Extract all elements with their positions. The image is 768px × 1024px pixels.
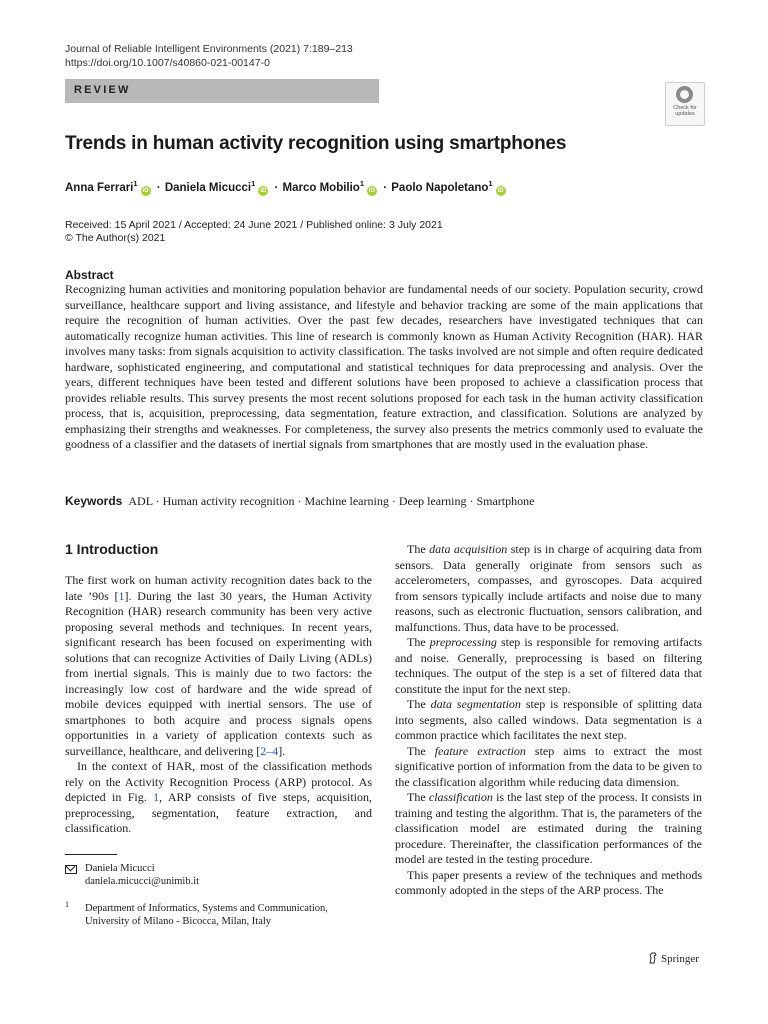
author-name: Marco Mobilio bbox=[282, 181, 360, 194]
article-type-label: REVIEW bbox=[74, 84, 131, 96]
keywords-label: Keywords bbox=[65, 494, 123, 508]
article-type-bar bbox=[65, 79, 379, 103]
publisher-logo bbox=[648, 952, 699, 965]
copyright-notice: © The Author(s) 2021 bbox=[65, 232, 166, 244]
corresponding-author-email[interactable]: daniela.micucci@unimib.it bbox=[85, 876, 200, 887]
citation-link[interactable]: 2–4 bbox=[260, 743, 279, 758]
intro-paragraph: The feature extraction step aims to extract the most significative portion of information from the data to be given to the classification algorithm while reducing data dimension. bbox=[395, 743, 703, 789]
author-name: Daniela Micucci bbox=[164, 181, 252, 194]
keywords-line bbox=[65, 494, 534, 509]
citation-link[interactable]: 1 bbox=[118, 588, 125, 603]
author-separator: · bbox=[274, 181, 279, 194]
publication-dates: Received: 15 April 2021 / Accepted: 24 June 2021 / Published online: 3 July 2021 bbox=[65, 219, 443, 231]
left-column bbox=[65, 573, 372, 837]
intro-paragraph: The data acquisition step is in charge of acquiring data from sensors. Data generally originate from sensors such as accelerometers, compasses, and gyroscopes. Data acquired from sensors typically include artifacts and noise due to many reasons, such as electronic fluctuation, sensors calibration, and malfunctions. Thus, data have to be processed. bbox=[395, 542, 703, 634]
intro-paragraph: This paper presents a review of the techniques and methods commonly adopted in the steps of the ARP process. The bbox=[395, 867, 702, 897]
intro-paragraph: The classification is the last step of the process. It consists in training and testing the algorithm. That is, the parameters of the classification model are estimated during the training procedure. Thereinafter, the classification performances of the model are tested in the testing procedure. bbox=[395, 790, 702, 866]
author-affiliation-mark: 1 bbox=[488, 179, 493, 188]
author-affiliation-mark: 1 bbox=[133, 179, 138, 188]
intro-paragraph: The data segmentation step is responsible of splitting data into segments, also called windows. Data segmentation is a common practice which facilitates the next step. bbox=[395, 697, 703, 742]
orcid-icon[interactable]: iD bbox=[142, 187, 149, 194]
right-column bbox=[395, 542, 702, 899]
author-affiliation-mark: 1 bbox=[359, 179, 365, 188]
author-name: Anna Ferrari bbox=[65, 181, 134, 194]
intro-paragraph: The first work on human activity recognition dates back to the late ’90s [1]. During the last 30 years, the Human Activity Recognition (HAR) research community has been very active proposing several methods and techniques. In recent years, significant research has been focused on experimenting with solutions that can recognize Activities of Daily Living (ADLs) from inertial signals. This is mainly due to two factors: the increasingly low cost of hardware and the wide spread of mobile devices equipped with inertial sensors. The use of smartphones to both acquire and process signals opens opportunities in a variety of application contexts such as surveillance, healthcare, and delivering [2–4]. bbox=[65, 573, 372, 758]
author-name: Paolo Napoletano bbox=[391, 181, 489, 194]
author-separator: · bbox=[156, 181, 161, 194]
abstract-text: Recognizing human activities and monitoring population behavior are fundamental needs of our society. Population security, crowd surveillance, healthcare support and living assistance, and lifestyle and behavior tracking are some of the main applications that require the recognition of human activities. Over the past few decades, researchers have investigated techniques that can automatically recognize human activities. This line of research is commonly known as Human Activity Recognition (HAR). HAR involves many tasks: from signals acquisition to activity classification. The tasks involved are not simple and often require dedicated hardware, sophisticated engineering, and computational and statistical techniques for data preprocessing and analysis. Over the years, different techniques have been tested and different solutions have been proposed to achieve a classification process that provides reliable results. This survey presents the most recent solutions proposed for each task in the human activity classification process, that is, acquisition, preprocessing, data segmentation, feature extraction, and classification. Solutions are analyzed by emphasizing their strengths and weaknesses. For completeness, the survey also presents the metrics commonly used to evaluate the goodness of a classifier and the datasets of inertial signals from smartphones that are mostly used in the evaluation phase. bbox=[65, 282, 703, 451]
doi-link[interactable]: https://doi.org/10.1007/s40860-021-00147-0 bbox=[65, 57, 270, 69]
author-separator: · bbox=[383, 181, 388, 194]
corresponding-author-name: Daniela Micucci bbox=[85, 863, 155, 874]
footnote-divider bbox=[65, 854, 117, 855]
journal-citation: Journal of Reliable Intelligent Environments (2021) 7:189–213 bbox=[65, 43, 353, 55]
paper-title: Trends in human activity recognition using smartphones bbox=[65, 133, 567, 154]
intro-paragraph: The preprocessing step is responsible for removing artifacts and noise. Generally, preprocessing is based on filtering techniques. The output of the step is a set of filtered data that constitute the input for the next step. bbox=[395, 635, 702, 696]
section-heading-introduction: 1 Introduction bbox=[65, 541, 159, 557]
affiliation-line: University of Milano - Bicocca, Milan, Italy bbox=[85, 916, 272, 927]
figure-link[interactable]: 1 bbox=[153, 790, 160, 804]
affiliation-line: Department of Informatics, Systems and Communication, bbox=[85, 903, 328, 914]
mail-icon bbox=[65, 865, 77, 874]
orcid-icon[interactable]: iD bbox=[369, 187, 376, 194]
check-for-updates-badge[interactable] bbox=[665, 82, 705, 126]
orcid-icon[interactable]: iD bbox=[260, 187, 267, 194]
orcid-icon[interactable]: iD bbox=[497, 187, 504, 194]
check-updates-icon bbox=[676, 86, 693, 103]
author-affiliation-mark: 1 bbox=[251, 179, 256, 188]
publisher-name: Springer bbox=[661, 953, 699, 965]
abstract-heading: Abstract bbox=[65, 268, 114, 282]
intro-paragraph: In the context of HAR, most of the classification methods rely on the Activity Recognition Process (ARP) protocol. As depicted in Fig. 1, ARP consists of five steps, acquisition, preprocessing, segmentation, feature extraction, and classification. bbox=[65, 759, 372, 835]
affiliation-number: 1 bbox=[65, 900, 69, 909]
check-updates-label: Check for updates bbox=[673, 105, 697, 117]
springer-horse-icon bbox=[648, 952, 658, 964]
author-list bbox=[65, 179, 508, 196]
keywords-list: ADL · Human activity recognition · Machine learning · Deep learning · Smartphone bbox=[128, 494, 535, 508]
